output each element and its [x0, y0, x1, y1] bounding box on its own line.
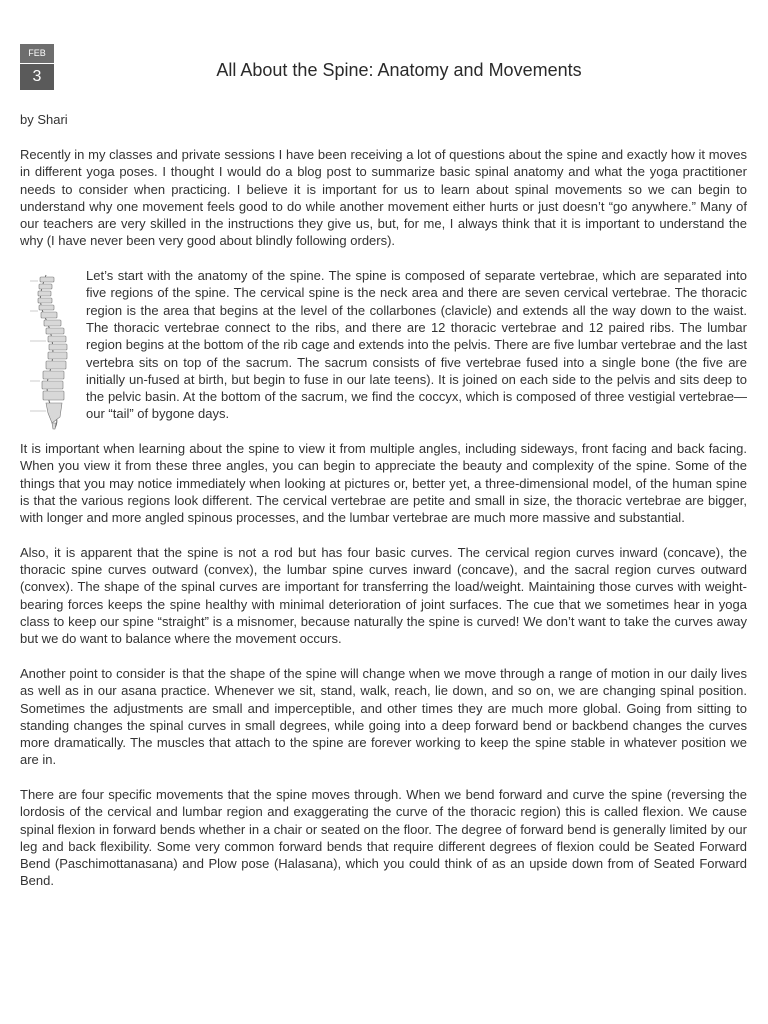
post-title[interactable]: All About the Spine: Anatomy and Movements	[216, 60, 582, 80]
post-content	[20, 146, 747, 907]
paragraph-movements: There are four specific movements that the spine moves through. When we bend forward and curve the spine (reversing the lordosis of the cervical and lumbar region and exaggerating the curve of the thoracic region) this is called flexion. We cause spinal flexion in forward bends whether in a chair or seated on the floor. The degree of forward bend is generally limited by our leg and back flexibility. Some very common forward bends that require different degrees of flexion could be Seated Forward Bend (Paschimottanasana) and Plow pose (Halasana), which you could think of as an upside down from of Seated Forward Bend.	[20, 786, 747, 889]
paragraph-angles: It is important when learning about the spine to view it from multiple angles, including sideways, front facing and back facing. When you view it from these three angles, you can begin to appreciate the beauty and complexity of the spine. Some of the things that you may notice immediately when looking at pictures or, better yet, a three-dimensional model, of the human spine is that the various regions look different. The cervical vertebrae are petite and small in size, the thoracic vertebrae are bigger, with longer and more angled spinous processes, and the lumbar vertebrae are much more massive and substantial.	[20, 441, 747, 526]
paragraph-curves: Also, it is apparent that the spine is not a rod but has four basic curves. The cervical region curves inward (concave), the thoracic spine curves outward (convex), the lumbar spine curves inward (concave), and the sacral region curves outward (convex). The shape of the spinal curves are important for transferring the load/weight. Maintaining those curves with weight-bearing forces keeps the spine healthy with minimal deterioration of joint surfaces. The cue that we sometimes hear in yoga class to keep our spine “straight” is a misnomer, because naturally the spine is curved! We don’t want to take the curves away but we do want to balance where the movement occurs.	[20, 544, 747, 647]
paragraph-intro: Recently in my classes and private sessions I have been receiving a lot of questions about the spine and exactly how it moves in different yoga poses. I thought I would do a blog post to summarize basic spinal anatomy and what the yoga practitioner needs to consider when practicing. I believe it is important for us to learn about spinal movements so we can begin to understand why one movement feels good to do while another movement either hurts or just doesn’t “go anywhere.” Many of our teachers are very skilled in the instructions they give us, but, for me, I always think that it is important to understand the why (I have never been very good about blindly following orders).	[20, 147, 747, 249]
paragraph-shape-change: Another point to consider is that the shape of the spine will change when we move through a range of motion in our daily lives as well as in our asana practice. Whenever we sit, stand, walk, reach, lie down, and so on, we are changing spinal position. Sometimes the adjustments are small and imperceptible, and other times they are much more global. Going from sitting to standing changes the spinal curves in small degrees, while going into a deep forward bend or backbend changes the curves more dramatically. The muscles that attach to the spine are forever working to keep the spine stable in whatever position we are in.	[20, 665, 747, 768]
post-byline: by Shari	[20, 112, 68, 127]
post-date-month: FEB	[20, 44, 54, 63]
spine-illustration	[26, 271, 74, 431]
paragraph-anatomy: Let’s start with the anatomy of the spine. The spine is composed of separate vertebrae, which are separated into five regions of the spine. The cervical spine is the neck area and there are seven cervical vertebrae. The thoracic region is the area that begins at the level of the collarbones (clavicle) and extends all the way down to the waist. The thoracic vertebrae connect to the ribs, and there are 12 thoracic vertebrae and 12 paired ribs. The lumbar region begins at the bottom of the rib cage and extends into the pelvis. There are five lumbar vertebrae and the last vertebra sits on top of the sacrum. The sacrum consists of five vertebrae fused into a single bone (the five are initially un-fused at birth, but begin to fuse in our late teens). It is joined on each side to the pelvis and sits deep to the pelvic basin. At the bottom of the sacrum, we find the coccyx, which is composed of three vestigial vertebrae—our “tail” of bygone days.	[86, 268, 747, 422]
post-date-day: 3	[20, 64, 54, 90]
